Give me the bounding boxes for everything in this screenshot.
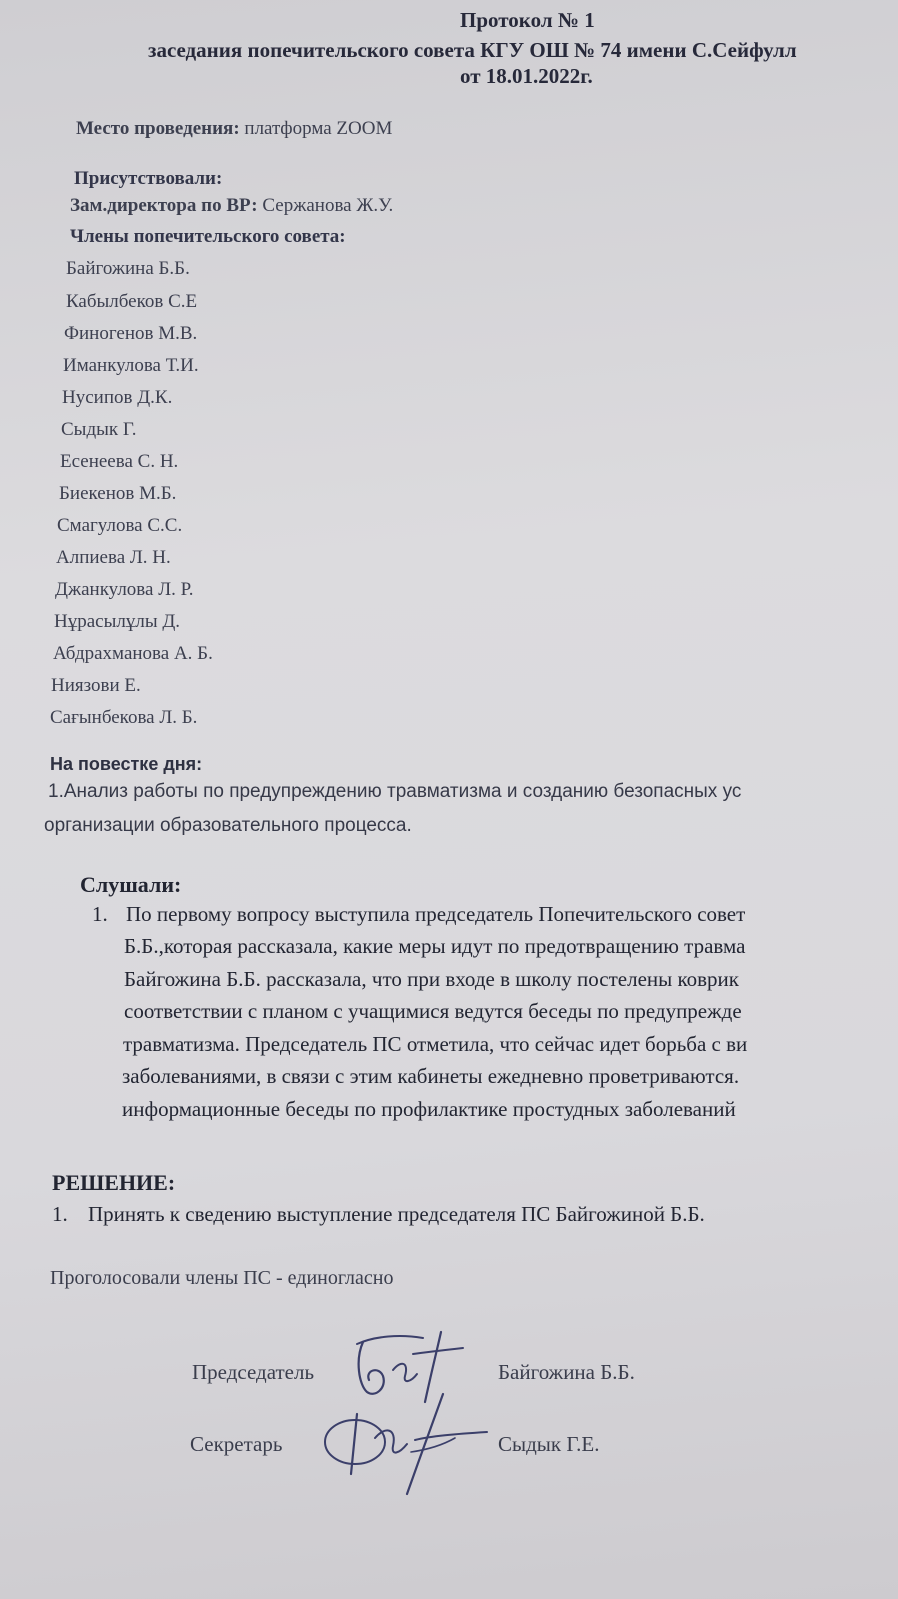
- member-item: Алпиева Л. Н.: [56, 547, 171, 568]
- agenda-line-2: организации образовательного процесса.: [44, 815, 412, 836]
- heard-line: По первому вопросу выступила председатель Попечительского совет: [126, 902, 746, 926]
- heard-line: травматизма. Председатель ПС отметила, что сейчас идет борьба с ви: [123, 1032, 748, 1056]
- member-item: Нусипов Д.К.: [62, 387, 173, 408]
- member-item: Сыдык Г.: [61, 419, 137, 440]
- venue-value: платформа ZOOM: [239, 118, 393, 139]
- member-item: Нұрасылұлы Д.: [54, 611, 181, 632]
- members-label: Члены попечительского совета:: [70, 226, 346, 247]
- member-item: Байгожина Б.Б.: [66, 258, 190, 279]
- venue-line: [76, 118, 392, 140]
- meeting-date: от 18.01.2022г.: [460, 64, 593, 88]
- member-item: Абдрахманова А. Б.: [53, 643, 213, 664]
- venue-label: Место проведения:: [76, 118, 240, 139]
- member-item: Иманкулова Т.И.: [63, 355, 199, 376]
- heard-line: информационные беседы по профилактике простудных заболеваний: [122, 1097, 736, 1121]
- meeting-subtitle: заседания попечительского совета КГУ ОШ № 74 имени С.Сейфулл: [148, 38, 797, 62]
- member-item: Биекенов М.Б.: [59, 483, 177, 504]
- protocol-title: Протокол № 1: [460, 8, 595, 32]
- deputy-line: [70, 195, 393, 217]
- chair-label: Председатель: [192, 1360, 315, 1384]
- vote-result: Проголосовали члены ПС - единогласно: [50, 1267, 394, 1289]
- secretary-name: Сыдык Г.Е.: [498, 1432, 600, 1456]
- heard-label: Слушали:: [80, 872, 182, 897]
- heard-line: Б.Б.,которая рассказала, какие меры идут по предотвращению травма: [124, 934, 746, 958]
- member-item: Сағынбекова Л. Б.: [50, 707, 198, 728]
- member-item: Финогенов М.В.: [64, 323, 198, 344]
- member-item: Смагулова С.С.: [57, 515, 183, 536]
- chair-name: Байгожина Б.Б.: [498, 1360, 635, 1384]
- decision-number: 1.: [52, 1202, 68, 1226]
- heard-line: соответствии с планом с учащимися ведутся беседы по предупрежде: [124, 999, 742, 1023]
- agenda-line-1: 1.Анализ работы по предупреждению травматизма и созданию безопасных ус: [48, 781, 742, 802]
- secretary-signature-image: [315, 1390, 495, 1500]
- deputy-name: Сержанова Ж.У.: [257, 195, 394, 216]
- heard-number: 1.: [92, 902, 108, 926]
- agenda-label: На повестке дня:: [50, 754, 203, 774]
- heard-line: Байгожина Б.Б. рассказала, что при входе в школу постелены коврик: [124, 967, 739, 991]
- member-item: Джанкулова Л. Р.: [55, 579, 194, 600]
- decision-text: Принять к сведению выступление председателя ПС Байгожиной Б.Б.: [88, 1202, 705, 1226]
- decision-label: РЕШЕНИЕ:: [52, 1170, 176, 1195]
- present-label: Присутствовали:: [74, 168, 223, 189]
- heard-line: заболеваниями, в связи с этим кабинеты ежедневно проветриваются.: [122, 1064, 740, 1088]
- secretary-label: Секретарь: [190, 1432, 283, 1456]
- member-item: Есенеева С. Н.: [60, 451, 179, 472]
- member-item: Ниязови Е.: [51, 675, 141, 696]
- member-item: Кабылбеков С.Е: [66, 291, 198, 312]
- deputy-label: Зам.директора по ВР:: [70, 195, 258, 216]
